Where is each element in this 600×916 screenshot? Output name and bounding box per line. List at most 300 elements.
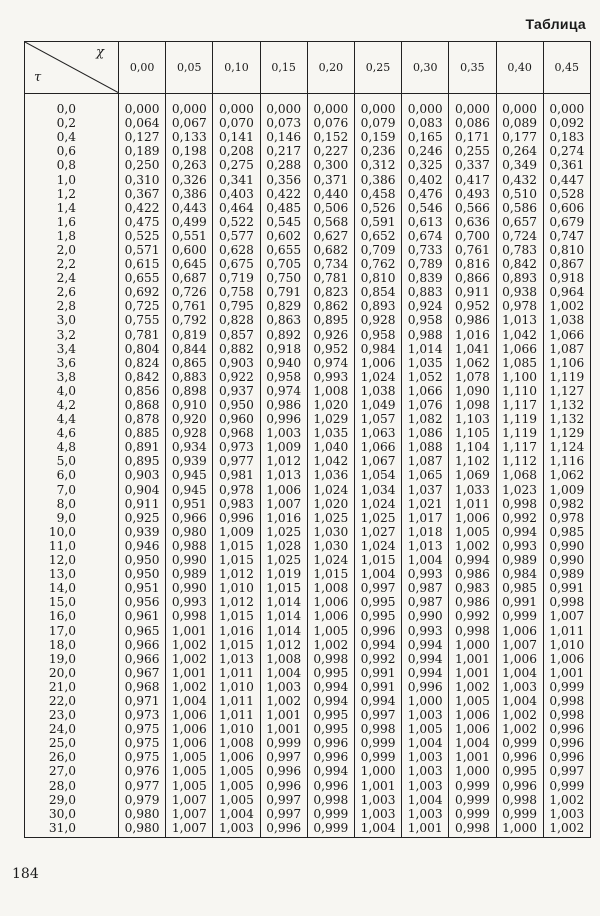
table-cell: 0,998 xyxy=(449,623,496,637)
table-cell: 1,002 xyxy=(449,680,496,694)
table-cell: 0,994 xyxy=(307,764,354,778)
table-cell: 0,960 xyxy=(213,412,260,426)
table-cell: 0,998 xyxy=(354,722,401,736)
table-cell: 0,275 xyxy=(213,158,260,172)
table-cell: 0,705 xyxy=(260,257,307,271)
table-cell: 0,386 xyxy=(354,172,401,186)
table-cell: 1,019 xyxy=(260,567,307,581)
table-cell: 1,015 xyxy=(307,567,354,581)
table-row xyxy=(25,440,591,454)
table-cell: 1,087 xyxy=(402,454,449,468)
table-cell: 0,577 xyxy=(213,229,260,243)
tau-value: 14,0 xyxy=(25,581,119,595)
table-cell: 1,004 xyxy=(213,807,260,821)
table-cell: 0,994 xyxy=(402,652,449,666)
table-cell: 0,934 xyxy=(166,440,213,454)
tau-value: 29,0 xyxy=(25,793,119,807)
table-cell: 1,025 xyxy=(260,553,307,567)
table-cell: 1,117 xyxy=(496,398,543,412)
table-cell: 1,062 xyxy=(543,468,590,482)
table-cell: 0,994 xyxy=(402,638,449,652)
table-cell: 0,993 xyxy=(402,567,449,581)
table-cell: 1,006 xyxy=(496,652,543,666)
table-cell: 0,924 xyxy=(402,299,449,313)
table-cell: 0,979 xyxy=(119,793,166,807)
table-cell: 1,002 xyxy=(260,694,307,708)
table-cell: 1,003 xyxy=(260,426,307,440)
table-cell: 0,522 xyxy=(213,215,260,229)
table-row xyxy=(25,130,591,144)
table-cell: 0,983 xyxy=(213,497,260,511)
table-cell: 0,968 xyxy=(119,680,166,694)
table-cell: 1,024 xyxy=(354,539,401,553)
table-cell: 1,010 xyxy=(543,638,590,652)
table-cell: 0,996 xyxy=(260,764,307,778)
table-cell: 1,127 xyxy=(543,384,590,398)
tau-value: 6,0 xyxy=(25,468,119,482)
table-cell: 0,417 xyxy=(449,172,496,186)
table-cell: 0,937 xyxy=(213,384,260,398)
table-cell: 0,966 xyxy=(119,638,166,652)
table-cell: 1,004 xyxy=(402,553,449,567)
table-cell: 0,945 xyxy=(166,468,213,482)
table-cell: 0,992 xyxy=(496,511,543,525)
chi-symbol: χ xyxy=(96,45,104,60)
table-cell: 0,551 xyxy=(166,229,213,243)
table-cell: 0,996 xyxy=(213,511,260,525)
table-cell: 0,977 xyxy=(213,454,260,468)
table-cell: 1,088 xyxy=(402,440,449,454)
table-cell: 0,964 xyxy=(543,285,590,299)
table-row xyxy=(25,708,591,722)
table-cell: 1,025 xyxy=(307,511,354,525)
table-cell: 0,726 xyxy=(166,285,213,299)
table-row xyxy=(25,172,591,186)
table-cell: 1,010 xyxy=(213,680,260,694)
table-cell: 1,008 xyxy=(307,384,354,398)
tau-value: 18,0 xyxy=(25,638,119,652)
table-cell: 0,996 xyxy=(307,779,354,793)
table-cell: 0,079 xyxy=(354,116,401,130)
table-cell: 1,036 xyxy=(307,468,354,482)
tau-value: 0,4 xyxy=(25,130,119,144)
table-cell: 0,615 xyxy=(119,257,166,271)
table-cell: 1,006 xyxy=(543,652,590,666)
table-cell: 0,895 xyxy=(119,454,166,468)
table-cell: 0,829 xyxy=(260,299,307,313)
table-cell: 1,085 xyxy=(496,356,543,370)
table-cell: 1,006 xyxy=(260,483,307,497)
table-cell: 0,946 xyxy=(119,539,166,553)
table-cell: 1,098 xyxy=(449,398,496,412)
table-cell: 0,951 xyxy=(119,581,166,595)
table-cell: 0,288 xyxy=(260,158,307,172)
tau-value: 1,6 xyxy=(25,215,119,229)
table-cell: 1,105 xyxy=(449,426,496,440)
table-cell: 1,003 xyxy=(402,807,449,821)
tau-value: 0,0 xyxy=(25,94,119,117)
table-cell: 1,005 xyxy=(213,779,260,793)
table-cell: 0,893 xyxy=(496,271,543,285)
table-cell: 1,035 xyxy=(307,426,354,440)
table-row xyxy=(25,187,591,201)
table-cell: 1,003 xyxy=(402,750,449,764)
table-cell: 0,762 xyxy=(354,257,401,271)
table-cell: 1,006 xyxy=(307,609,354,623)
tau-value: 4,0 xyxy=(25,384,119,398)
table-cell: 0,422 xyxy=(119,201,166,215)
table-cell: 1,002 xyxy=(543,821,590,838)
tau-value: 2,4 xyxy=(25,271,119,285)
table-cell: 1,063 xyxy=(354,426,401,440)
table-cell: 0,804 xyxy=(119,342,166,356)
table-cell: 0,925 xyxy=(119,511,166,525)
table-row xyxy=(25,328,591,342)
table-cell: 0,990 xyxy=(543,539,590,553)
table-cell: 0,133 xyxy=(166,130,213,144)
table-row xyxy=(25,779,591,793)
table-body xyxy=(25,94,591,838)
table-cell: 0,991 xyxy=(496,595,543,609)
table-cell: 0,958 xyxy=(260,370,307,384)
table-cell: 1,054 xyxy=(354,468,401,482)
table-cell: 0,999 xyxy=(543,680,590,694)
table-cell: 0,997 xyxy=(354,708,401,722)
table-cell: 0,996 xyxy=(496,779,543,793)
table-cell: 0,996 xyxy=(543,736,590,750)
tau-value: 23,0 xyxy=(25,708,119,722)
table-cell: 1,005 xyxy=(166,750,213,764)
table-cell: 1,024 xyxy=(307,553,354,567)
table-cell: 0,692 xyxy=(119,285,166,299)
table-cell: 1,006 xyxy=(166,722,213,736)
table-row xyxy=(25,595,591,609)
table-cell: 0,208 xyxy=(213,144,260,158)
table-cell: 0,863 xyxy=(260,313,307,327)
table-row xyxy=(25,412,591,426)
table-cell: 1,002 xyxy=(307,638,354,652)
table-cell: 0,000 xyxy=(260,94,307,117)
table-cell: 1,020 xyxy=(307,497,354,511)
table-row xyxy=(25,271,591,285)
tau-value: 2,2 xyxy=(25,257,119,271)
table-row xyxy=(25,666,591,680)
table-row xyxy=(25,483,591,497)
table-cell: 0,349 xyxy=(496,158,543,172)
table-cell: 0,998 xyxy=(307,652,354,666)
table-cell: 0,966 xyxy=(166,511,213,525)
table-cell: 0,974 xyxy=(260,384,307,398)
tau-value: 5,0 xyxy=(25,454,119,468)
table-row xyxy=(25,497,591,511)
tau-value: 4,4 xyxy=(25,412,119,426)
table-cell: 0,083 xyxy=(402,116,449,130)
table-cell: 0,918 xyxy=(260,342,307,356)
table-cell: 0,367 xyxy=(119,187,166,201)
table-cell: 0,981 xyxy=(213,468,260,482)
table-cell: 0,443 xyxy=(166,201,213,215)
table-cell: 1,119 xyxy=(543,370,590,384)
table-cell: 0,510 xyxy=(496,187,543,201)
table-row xyxy=(25,680,591,694)
tau-value: 12,0 xyxy=(25,553,119,567)
table-cell: 0,994 xyxy=(307,694,354,708)
table-cell: 0,939 xyxy=(166,454,213,468)
table-cell: 0,982 xyxy=(543,497,590,511)
table-cell: 0,999 xyxy=(496,807,543,821)
table-cell: 1,002 xyxy=(166,638,213,652)
table-cell: 0,980 xyxy=(166,525,213,539)
table-cell: 0,992 xyxy=(449,609,496,623)
table-cell: 0,993 xyxy=(166,595,213,609)
table-cell: 1,066 xyxy=(354,440,401,454)
table-cell: 1,002 xyxy=(543,793,590,807)
table-cell: 0,709 xyxy=(354,243,401,257)
table-cell: 1,002 xyxy=(543,299,590,313)
table-cell: 1,005 xyxy=(166,779,213,793)
table-cell: 1,062 xyxy=(449,356,496,370)
table-cell: 0,823 xyxy=(307,285,354,299)
table-cell: 1,066 xyxy=(496,342,543,356)
table-cell: 0,995 xyxy=(496,764,543,778)
table-cell: 1,011 xyxy=(449,497,496,511)
table-cell: 0,274 xyxy=(543,144,590,158)
table-cell: 1,001 xyxy=(166,666,213,680)
table-cell: 1,005 xyxy=(166,764,213,778)
table-cell: 0,885 xyxy=(119,426,166,440)
table-cell: 0,761 xyxy=(166,299,213,313)
table-cell: 1,004 xyxy=(354,567,401,581)
tau-value: 27,0 xyxy=(25,764,119,778)
table-row xyxy=(25,257,591,271)
table-row xyxy=(25,511,591,525)
table-cell: 0,371 xyxy=(307,172,354,186)
table-cell: 0,781 xyxy=(307,271,354,285)
table-cell: 0,952 xyxy=(307,342,354,356)
table-cell: 0,679 xyxy=(543,215,590,229)
column-header: 0,25 xyxy=(354,42,401,94)
table-cell: 0,828 xyxy=(213,313,260,327)
table-cell: 0,000 xyxy=(402,94,449,117)
table-cell: 0,657 xyxy=(496,215,543,229)
table-cell: 0,402 xyxy=(402,172,449,186)
table-cell: 0,675 xyxy=(213,257,260,271)
table-cell: 0,733 xyxy=(402,243,449,257)
column-header: 0,35 xyxy=(449,42,496,94)
table-cell: 0,996 xyxy=(307,736,354,750)
table-cell: 0,958 xyxy=(354,328,401,342)
table-cell: 0,525 xyxy=(119,229,166,243)
table-row xyxy=(25,229,591,243)
tau-value: 3,0 xyxy=(25,313,119,327)
table-cell: 1,016 xyxy=(449,328,496,342)
table-cell: 0,177 xyxy=(496,130,543,144)
table-cell: 0,904 xyxy=(119,483,166,497)
table-cell: 0,883 xyxy=(166,370,213,384)
table-cell: 0,613 xyxy=(402,215,449,229)
table-cell: 1,001 xyxy=(449,666,496,680)
table-row xyxy=(25,356,591,370)
table-row xyxy=(25,793,591,807)
table-cell: 0,994 xyxy=(354,638,401,652)
table-cell: 1,013 xyxy=(260,468,307,482)
table-cell: 0,898 xyxy=(166,384,213,398)
table-cell: 1,014 xyxy=(260,595,307,609)
table-cell: 0,994 xyxy=(496,525,543,539)
table-cell: 1,011 xyxy=(213,666,260,680)
table-cell: 0,989 xyxy=(543,567,590,581)
column-header: 0,45 xyxy=(543,42,590,94)
table-cell: 1,119 xyxy=(496,426,543,440)
table-cell: 1,003 xyxy=(354,807,401,821)
tau-symbol: τ xyxy=(34,70,42,85)
table-cell: 1,004 xyxy=(166,694,213,708)
table-cell: 1,013 xyxy=(496,313,543,327)
table-cell: 0,996 xyxy=(260,412,307,426)
table-cell: 1,087 xyxy=(543,342,590,356)
table-row xyxy=(25,454,591,468)
table-cell: 0,146 xyxy=(260,130,307,144)
table-cell: 0,996 xyxy=(496,750,543,764)
table-row xyxy=(25,581,591,595)
table-cell: 0,839 xyxy=(402,271,449,285)
table-cell: 1,014 xyxy=(260,609,307,623)
table-cell: 0,092 xyxy=(543,116,590,130)
table-cell: 1,025 xyxy=(354,511,401,525)
table-row xyxy=(25,821,591,838)
table-cell: 0,989 xyxy=(496,553,543,567)
table-cell: 1,005 xyxy=(449,525,496,539)
table-row xyxy=(25,609,591,623)
table-row xyxy=(25,201,591,215)
table-cell: 1,015 xyxy=(213,638,260,652)
table-row xyxy=(25,426,591,440)
table-cell: 0,528 xyxy=(543,187,590,201)
table-cell: 1,119 xyxy=(496,412,543,426)
table-cell: 0,996 xyxy=(354,623,401,637)
table-cell: 0,159 xyxy=(354,130,401,144)
table-cell: 0,999 xyxy=(260,736,307,750)
table-cell: 1,007 xyxy=(166,807,213,821)
tau-value: 9,0 xyxy=(25,511,119,525)
table-cell: 0,189 xyxy=(119,144,166,158)
table-cell: 0,263 xyxy=(166,158,213,172)
table-cell: 0,568 xyxy=(307,215,354,229)
table-cell: 1,067 xyxy=(354,454,401,468)
table-cell: 0,000 xyxy=(449,94,496,117)
table-cell: 0,000 xyxy=(496,94,543,117)
table-cell: 0,911 xyxy=(449,285,496,299)
table-cell: 1,011 xyxy=(213,694,260,708)
table-cell: 1,010 xyxy=(213,581,260,595)
table-cell: 0,952 xyxy=(449,299,496,313)
table-cell: 0,980 xyxy=(119,807,166,821)
table-cell: 0,734 xyxy=(307,257,354,271)
table-cell: 1,018 xyxy=(402,525,449,539)
table-cell: 1,012 xyxy=(213,567,260,581)
table-cell: 0,965 xyxy=(119,623,166,637)
table-cell: 0,824 xyxy=(119,356,166,370)
table-cell: 0,326 xyxy=(166,172,213,186)
table-cell: 0,792 xyxy=(166,313,213,327)
table-cell: 0,950 xyxy=(119,553,166,567)
table-cell: 0,171 xyxy=(449,130,496,144)
table-cell: 0,655 xyxy=(260,243,307,257)
table-cell: 0,067 xyxy=(166,116,213,130)
table-cell: 1,042 xyxy=(496,328,543,342)
table-cell: 1,012 xyxy=(260,638,307,652)
table-cell: 0,996 xyxy=(260,821,307,838)
table-cell: 0,440 xyxy=(307,187,354,201)
table-cell: 1,024 xyxy=(307,483,354,497)
table-cell: 1,008 xyxy=(213,736,260,750)
table-cell: 0,999 xyxy=(449,807,496,821)
column-header: 0,40 xyxy=(496,42,543,94)
table-cell: 0,866 xyxy=(449,271,496,285)
table-cell: 1,038 xyxy=(354,384,401,398)
table-cell: 1,038 xyxy=(543,313,590,327)
table-cell: 1,016 xyxy=(213,623,260,637)
table-cell: 1,002 xyxy=(166,652,213,666)
table-cell: 1,030 xyxy=(307,525,354,539)
table-cell: 0,645 xyxy=(166,257,213,271)
table-cell: 1,006 xyxy=(449,708,496,722)
table-cell: 0,950 xyxy=(119,567,166,581)
table-cell: 1,001 xyxy=(166,623,213,637)
table-cell: 0,990 xyxy=(543,553,590,567)
table-cell: 0,312 xyxy=(354,158,401,172)
table-cell: 0,458 xyxy=(354,187,401,201)
table-cell: 0,998 xyxy=(449,821,496,838)
table-cell: 1,042 xyxy=(307,454,354,468)
table-cell: 1,002 xyxy=(449,539,496,553)
table-cell: 0,993 xyxy=(402,623,449,637)
table-cell: 0,996 xyxy=(402,680,449,694)
tau-value: 4,8 xyxy=(25,440,119,454)
table-cell: 0,227 xyxy=(307,144,354,158)
table-cell: 1,011 xyxy=(213,708,260,722)
table-cell: 1,002 xyxy=(496,708,543,722)
table-cell: 1,016 xyxy=(260,511,307,525)
table-cell: 0,854 xyxy=(354,285,401,299)
table-cell: 1,014 xyxy=(402,342,449,356)
table-cell: 0,994 xyxy=(449,553,496,567)
table-row xyxy=(25,158,591,172)
table-cell: 0,961 xyxy=(119,609,166,623)
tau-value: 2,0 xyxy=(25,243,119,257)
table-cell: 1,037 xyxy=(402,483,449,497)
table-row xyxy=(25,144,591,158)
table-cell: 1,116 xyxy=(543,454,590,468)
table-cell: 0,652 xyxy=(354,229,401,243)
table-cell: 0,236 xyxy=(354,144,401,158)
table-row xyxy=(25,116,591,130)
table-cell: 0,076 xyxy=(307,116,354,130)
table-cell: 1,003 xyxy=(260,680,307,694)
table-cell: 0,986 xyxy=(260,398,307,412)
table-cell: 0,939 xyxy=(119,525,166,539)
table-cell: 1,007 xyxy=(260,497,307,511)
table-cell: 0,687 xyxy=(166,271,213,285)
table-cell: 0,994 xyxy=(354,694,401,708)
table-cell: 0,198 xyxy=(166,144,213,158)
table-cell: 0,310 xyxy=(119,172,166,186)
table-cell: 0,991 xyxy=(354,680,401,694)
table-cell: 0,994 xyxy=(402,666,449,680)
table-cell: 0,975 xyxy=(119,750,166,764)
table-cell: 1,068 xyxy=(496,468,543,482)
table-cell: 0,432 xyxy=(496,172,543,186)
